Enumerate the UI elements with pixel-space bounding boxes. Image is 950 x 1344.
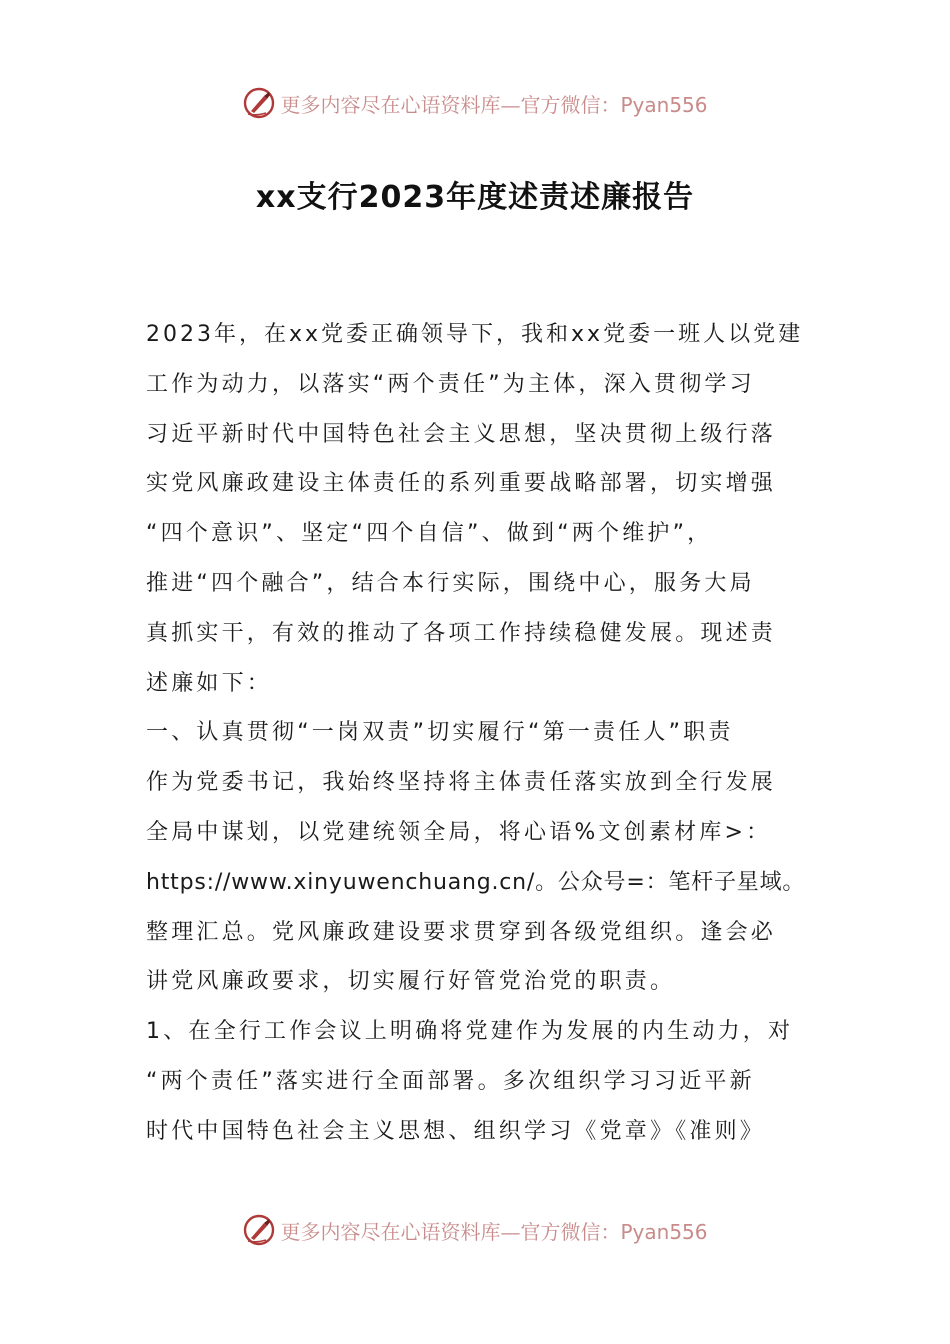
pen-logo-icon: [242, 86, 276, 120]
watermark-account: Pyan556: [620, 92, 708, 117]
watermark-text: [280, 1216, 707, 1245]
watermark-library: 更多内容尽在心语资料库: [280, 92, 501, 117]
body-line: 推进“四个融合”，结合本行实际，围绕中心，服务大局: [146, 570, 755, 596]
section-heading: 一、认真贯彻“一岗双责”切实履行“第一责任人”职责: [146, 720, 734, 746]
watermark-account: Pyan556: [620, 1219, 708, 1244]
body-line-url: https://www.xinyuwenchuang.cn/。公众号=：笔杆子星域。: [146, 869, 806, 895]
body-line: 讲党风廉政要求，切实履行好管党治党的职责。: [146, 969, 676, 995]
body-line: 实党风廉政建设主体责任的系列重要战略部署，切实增强: [146, 471, 777, 497]
body-line: “四个意识”、坚定“四个自信”、做到“两个维护”，: [146, 521, 713, 547]
body-line: 整理汇总。党风廉政建设要求贯穿到各级党组织。逢会必: [146, 919, 777, 945]
header-watermark: [0, 83, 950, 123]
body-line: 真抓实干，有效的推动了各项工作持续稳健发展。现述责: [146, 620, 777, 646]
body-line: 1、在全行工作会议上明确将党建作为发展的内生动力，对: [146, 1019, 794, 1045]
body-line: 作为党委书记，我始终坚持将主体责任落实放到全行发展: [146, 770, 777, 796]
document-body: [146, 310, 806, 1157]
body-line: 全局中谋划，以党建统领全局，将心语%文创素材库>：: [146, 819, 772, 845]
document-title: xx支行2023年度述责述廉报告: [255, 180, 695, 215]
body-line: 工作为动力，以落实“两个责任”为主体，深入贯彻学习: [146, 371, 755, 397]
pen-logo-icon: [242, 1213, 276, 1247]
watermark-dash: —: [500, 92, 521, 117]
watermark-official: 官方微信：: [520, 92, 621, 117]
body-line: 述廉如下：: [146, 670, 273, 696]
body-line: “两个责任”落实进行全面部署。多次组织学习习近平新: [146, 1068, 755, 1094]
watermark-library: 更多内容尽在心语资料库: [280, 1219, 501, 1244]
body-line: 时代中国特色社会主义思想、组织学习《党章》《准则》: [146, 1118, 766, 1144]
watermark-dash: —: [500, 1219, 521, 1244]
body-line: 2023年，在xx党委正确领导下，我和xx党委一班人以党建: [146, 322, 804, 347]
watermark-official: 官方微信：: [520, 1219, 621, 1244]
watermark-text: [280, 89, 707, 118]
footer-watermark: [0, 1210, 950, 1250]
body-line: 习近平新时代中国特色社会主义思想，坚决贯彻上级行落: [146, 421, 777, 447]
